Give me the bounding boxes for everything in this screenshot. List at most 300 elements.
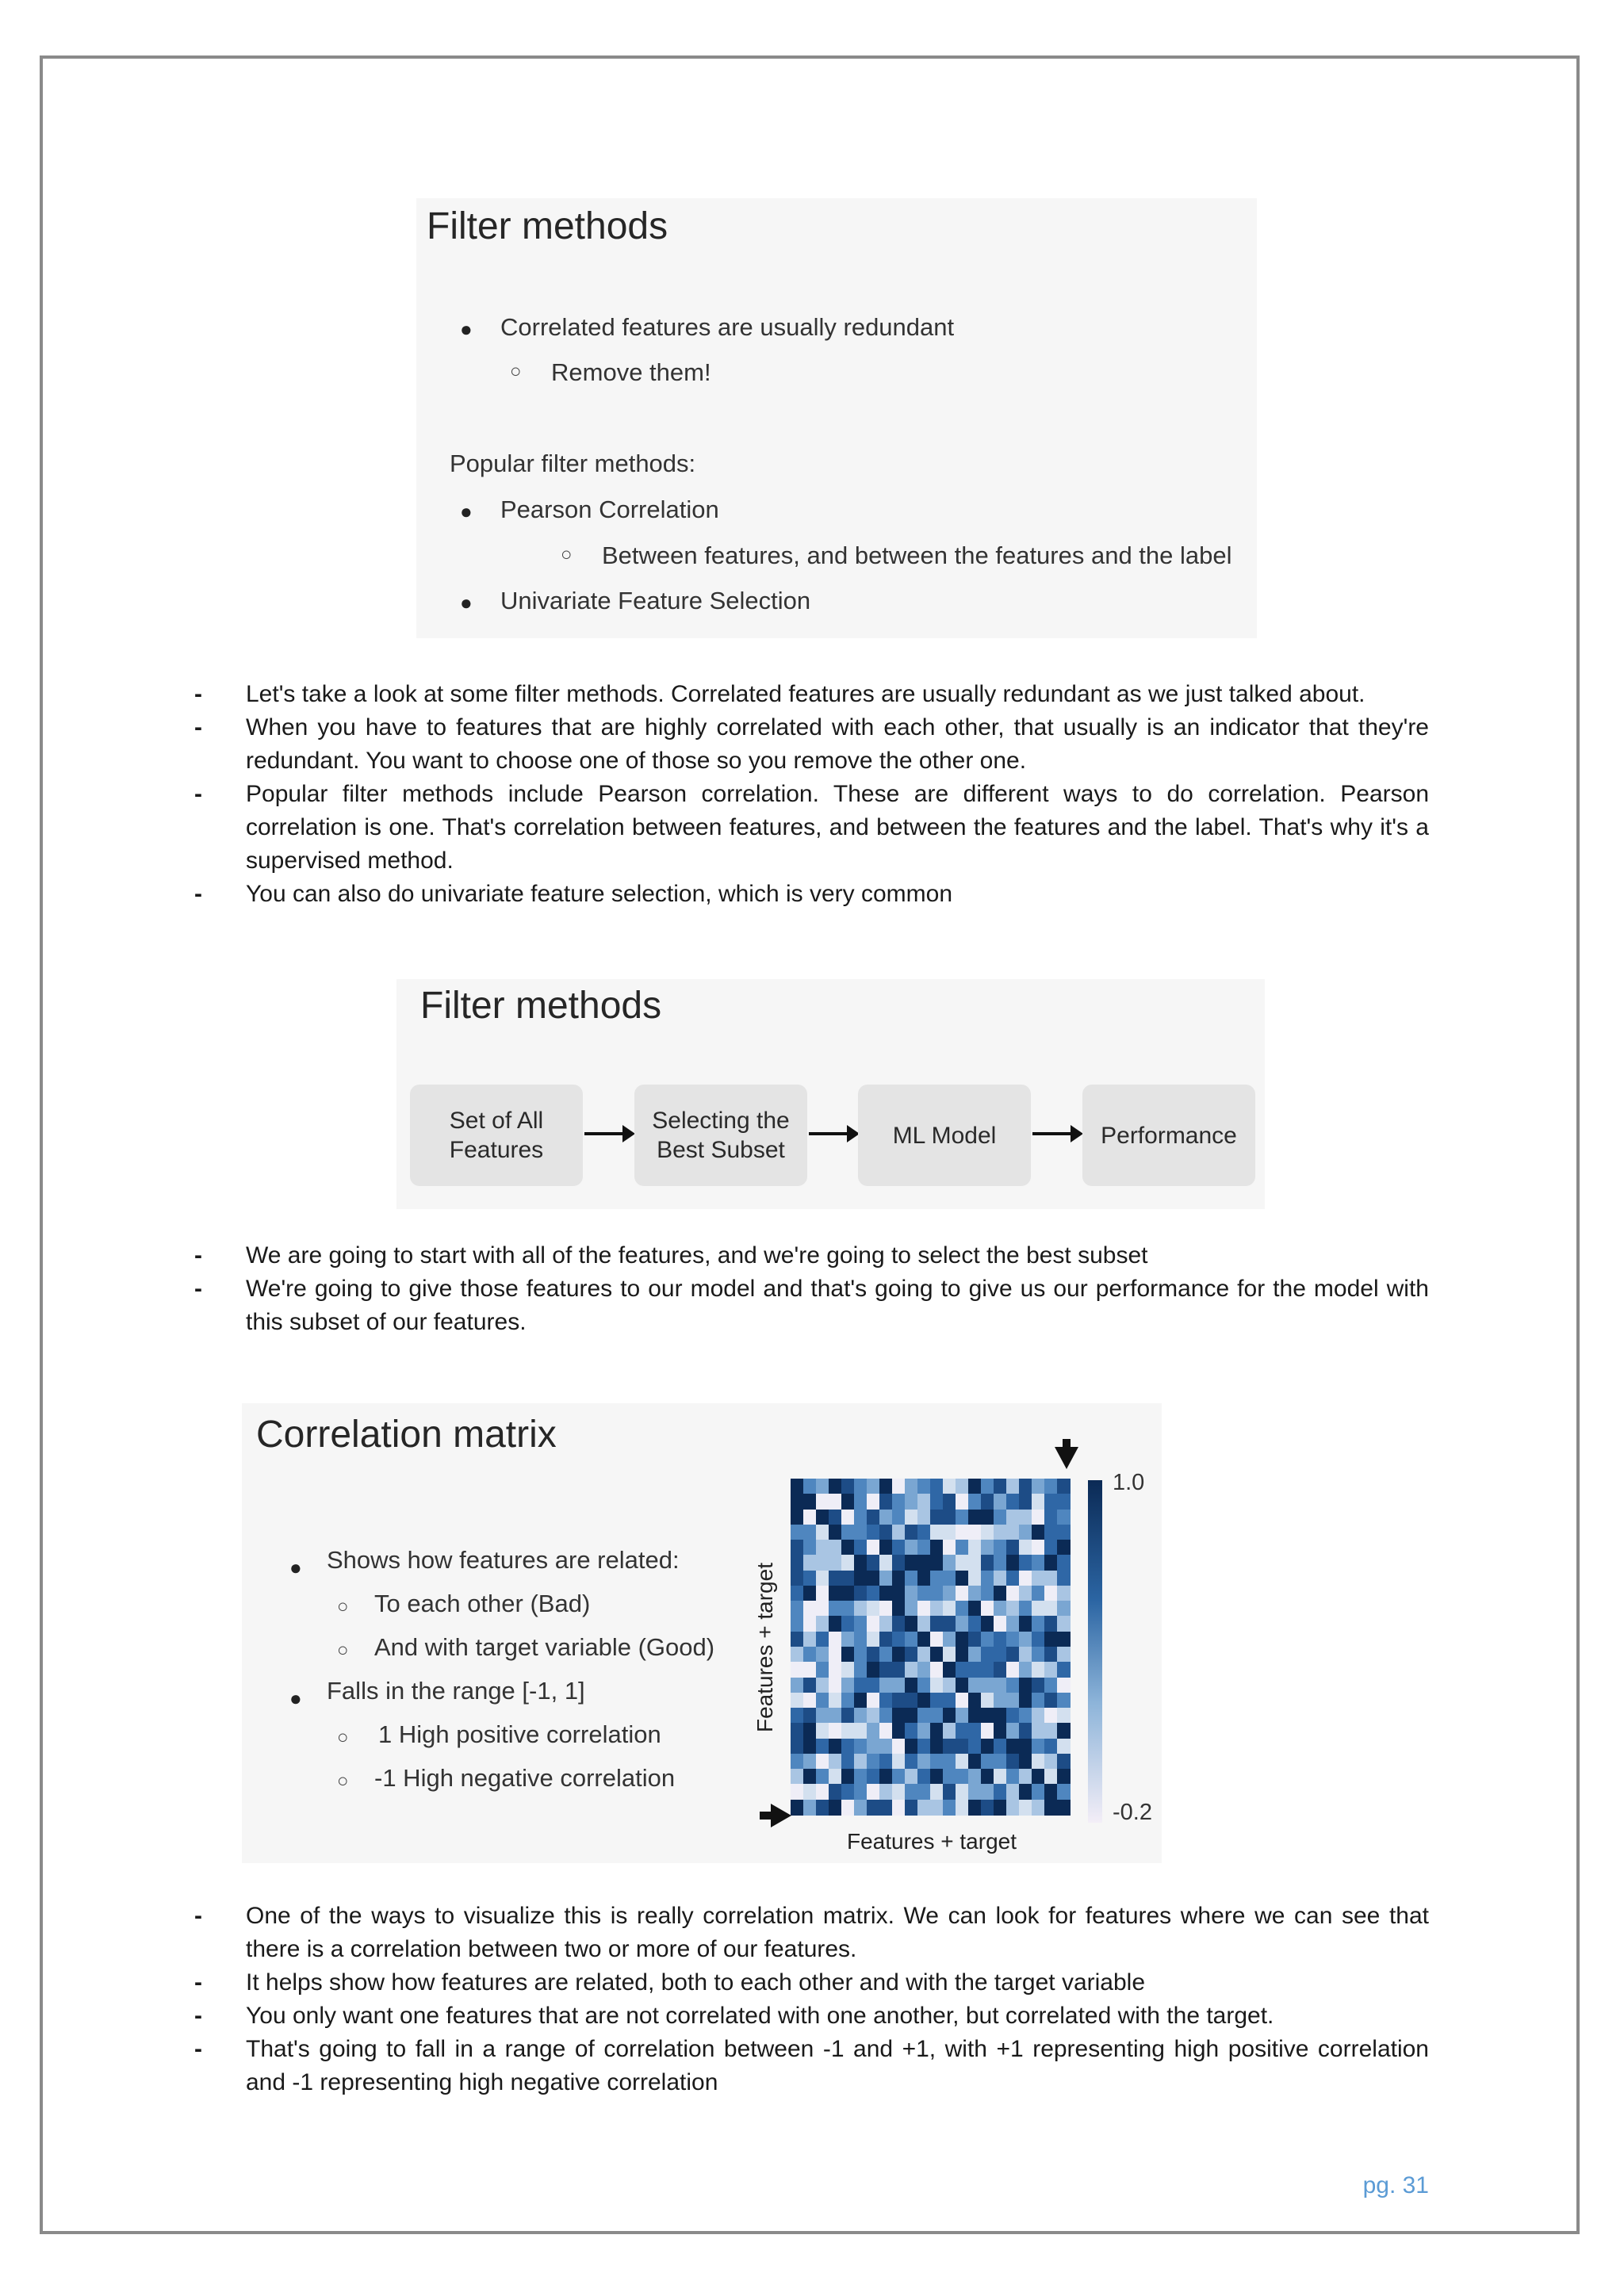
heatmap-cell — [829, 1784, 842, 1800]
heatmap-cell — [791, 1678, 804, 1693]
heatmap-cell — [968, 1723, 982, 1739]
heatmap-cell — [956, 1510, 969, 1525]
down-arrow-stem — [1063, 1439, 1071, 1450]
heatmap-cell — [917, 1601, 931, 1617]
heatmap-cell — [956, 1800, 969, 1816]
heatmap-cell — [994, 1571, 1007, 1586]
heatmap-cell — [917, 1769, 931, 1785]
heatmap-cell — [943, 1662, 956, 1678]
heatmap-cell — [867, 1510, 880, 1525]
heatmap-cell — [829, 1601, 842, 1617]
heatmap-cell — [816, 1754, 829, 1770]
heatmap-cell — [943, 1525, 956, 1540]
colorbar — [1088, 1480, 1102, 1823]
heatmap-cell — [791, 1555, 804, 1571]
heatmap-cell — [905, 1754, 918, 1770]
heatmap-cell — [791, 1693, 804, 1709]
heatmap-cell — [803, 1571, 817, 1586]
heatmap-cell — [981, 1784, 994, 1800]
heatmap-cell — [1057, 1739, 1071, 1755]
heatmap-cell — [829, 1647, 842, 1663]
sub-bullet-text: Remove them! — [551, 358, 711, 386]
heatmap-cell — [867, 1586, 880, 1601]
heatmap-cell — [917, 1662, 931, 1678]
heatmap-cell — [1057, 1540, 1071, 1556]
heatmap-cell — [943, 1586, 956, 1601]
heatmap-cell — [816, 1525, 829, 1540]
heatmap-cell — [867, 1647, 880, 1663]
heatmap-cell — [981, 1662, 994, 1678]
heatmap-cell — [905, 1800, 918, 1816]
heatmap-cell — [816, 1540, 829, 1556]
heatmap-cell — [892, 1800, 906, 1816]
heatmap-cell — [803, 1693, 817, 1709]
heatmap-cell — [943, 1647, 956, 1663]
heatmap-cell — [816, 1571, 829, 1586]
heatmap-cell — [1019, 1632, 1032, 1647]
heatmap-cell — [1019, 1571, 1032, 1586]
heatmap-cell — [956, 1678, 969, 1693]
heatmap-cell — [879, 1784, 893, 1800]
heatmap-cell — [956, 1754, 969, 1770]
circle-icon: ○ — [337, 1770, 349, 1792]
heatmap-cell — [905, 1708, 918, 1724]
heatmap-cell — [1032, 1693, 1045, 1709]
heatmap-cell — [867, 1571, 880, 1586]
heatmap-cell — [892, 1540, 906, 1556]
heatmap-cell — [1057, 1662, 1071, 1678]
heatmap-cell — [981, 1723, 994, 1739]
heatmap-cell — [930, 1540, 944, 1556]
heatmap-cell — [791, 1769, 804, 1785]
heatmap-cell — [829, 1479, 842, 1494]
heatmap-cell — [854, 1800, 868, 1816]
heatmap-cell — [879, 1632, 893, 1647]
heatmap-cell — [1044, 1662, 1058, 1678]
heatmap-cell — [803, 1739, 817, 1755]
sub-bullet-text: And with target variable (Good) — [374, 1633, 715, 1661]
heatmap-cell — [803, 1601, 817, 1617]
heatmap-cell — [930, 1586, 944, 1601]
heatmap-cell — [854, 1479, 868, 1494]
heatmap-cell — [1032, 1769, 1045, 1785]
heatmap-cell — [968, 1647, 982, 1663]
heatmap-cell — [930, 1800, 944, 1816]
heatmap-cell — [791, 1510, 804, 1525]
heatmap-cell — [981, 1616, 994, 1632]
heatmap-cell — [803, 1800, 817, 1816]
heatmap-cell — [841, 1616, 855, 1632]
heatmap-cell — [854, 1510, 868, 1525]
heatmap-cell — [1057, 1678, 1071, 1693]
heatmap-cell — [1044, 1739, 1058, 1755]
heatmap-cell — [1032, 1647, 1045, 1663]
heatmap-cell — [829, 1800, 842, 1816]
heatmap-cell — [1006, 1693, 1020, 1709]
heatmap-cell — [943, 1708, 956, 1724]
heatmap-cell — [917, 1693, 931, 1709]
heatmap-cell — [892, 1510, 906, 1525]
heatmap-cell — [841, 1632, 855, 1647]
heatmap-cell — [968, 1662, 982, 1678]
bullet-text: Univariate Feature Selection — [500, 587, 811, 614]
heatmap-cell — [994, 1723, 1007, 1739]
heatmap-cell — [829, 1632, 842, 1647]
colorbar-min-label: -0.2 — [1113, 1800, 1152, 1825]
heatmap-cell — [930, 1632, 944, 1647]
heatmap-cell — [879, 1662, 893, 1678]
heatmap-cell — [829, 1754, 842, 1770]
note-paragraph: That's going to fall in a range of correlation between -1 and +1, with +1 representing high positive correlation and -1 representing high negative correlation — [246, 2036, 1429, 2095]
heatmap-cell — [1044, 1510, 1058, 1525]
heatmap-cell — [930, 1693, 944, 1709]
heatmap-cell — [905, 1571, 918, 1586]
heatmap-cell — [956, 1708, 969, 1724]
heatmap-cell — [943, 1784, 956, 1800]
heatmap-cell — [1019, 1540, 1032, 1556]
heatmap-cell — [892, 1693, 906, 1709]
note-paragraph: Let's take a look at some filter methods. Correlated features are usually redundant as we just talked about. — [246, 681, 1365, 707]
arrow-icon — [584, 1132, 632, 1135]
heatmap-cell — [803, 1723, 817, 1739]
heatmap-cell — [943, 1800, 956, 1816]
heatmap-cell — [854, 1723, 868, 1739]
heatmap-cell — [981, 1769, 994, 1785]
heatmap-cell — [867, 1662, 880, 1678]
heatmap-cell — [905, 1616, 918, 1632]
sub-bullet-text: To each other (Bad) — [374, 1590, 591, 1617]
heatmap-cell — [956, 1616, 969, 1632]
heatmap-cell — [994, 1586, 1007, 1601]
heatmap-cell — [994, 1601, 1007, 1617]
heatmap-cell — [930, 1555, 944, 1571]
heatmap-cell — [829, 1525, 842, 1540]
heatmap-cell — [905, 1555, 918, 1571]
heatmap-cell — [854, 1693, 868, 1709]
heatmap-cell — [1044, 1678, 1058, 1693]
heatmap-cell — [917, 1616, 931, 1632]
heatmap-cell — [905, 1739, 918, 1755]
heatmap-cell — [1057, 1479, 1071, 1494]
heatmap-cell — [841, 1723, 855, 1739]
heatmap-cell — [892, 1678, 906, 1693]
heatmap-cell — [791, 1540, 804, 1556]
heatmap-cell — [841, 1571, 855, 1586]
heatmap-cell — [1006, 1586, 1020, 1601]
heatmap-cell — [791, 1662, 804, 1678]
heatmap-cell — [930, 1571, 944, 1586]
heatmap-cell — [854, 1662, 868, 1678]
heatmap-cell — [994, 1708, 1007, 1724]
note-paragraph: When you have to features that are highly correlated with each other, that usually is an indicator that they're redundant. You want to choose one of those so you remove the other one. — [246, 714, 1429, 774]
heatmap-cell — [930, 1754, 944, 1770]
note-paragraph: It helps show how features are related, both to each other and with the target variable — [246, 1969, 1146, 1996]
sub-bullet-text: -1 High negative correlation — [374, 1764, 676, 1792]
heatmap-cell — [968, 1525, 982, 1540]
heatmap-cell — [854, 1739, 868, 1755]
heatmap-cell — [1057, 1708, 1071, 1724]
heatmap-cell — [841, 1662, 855, 1678]
bullet-icon: ● — [289, 1686, 302, 1710]
heatmap-cell — [829, 1723, 842, 1739]
heatmap-cell — [803, 1555, 817, 1571]
heatmap-cell — [1057, 1586, 1071, 1601]
heatmap-cell — [1057, 1571, 1071, 1586]
heatmap-cell — [1032, 1678, 1045, 1693]
heatmap-cell — [879, 1708, 893, 1724]
heatmap-cell — [791, 1571, 804, 1586]
heatmap-cell — [803, 1647, 817, 1663]
heatmap-cell — [854, 1678, 868, 1693]
dash-bullet: - — [194, 881, 202, 907]
heatmap-cell — [892, 1662, 906, 1678]
heatmap-cell — [841, 1708, 855, 1724]
heatmap-cell — [879, 1586, 893, 1601]
heatmap-cell — [981, 1586, 994, 1601]
heatmap-cell — [879, 1540, 893, 1556]
heatmap-cell — [1044, 1754, 1058, 1770]
heatmap-cell — [1032, 1494, 1045, 1510]
heatmap-cell — [816, 1739, 829, 1755]
heatmap-cell — [905, 1723, 918, 1739]
heatmap-cell — [1057, 1601, 1071, 1617]
heatmap-cell — [1032, 1754, 1045, 1770]
heatmap-cell — [816, 1632, 829, 1647]
heatmap-cell — [943, 1678, 956, 1693]
heatmap-cell — [829, 1586, 842, 1601]
heatmap-cell — [829, 1708, 842, 1724]
dash-bullet: - — [194, 781, 202, 807]
heatmap-cell — [841, 1800, 855, 1816]
heatmap-cell — [892, 1525, 906, 1540]
heatmap-cell — [803, 1754, 817, 1770]
heatmap-cell — [917, 1525, 931, 1540]
heatmap-cell — [829, 1540, 842, 1556]
heatmap-cell — [841, 1494, 855, 1510]
heatmap-cell — [879, 1555, 893, 1571]
heatmap-cell — [829, 1555, 842, 1571]
heatmap-cell — [1006, 1647, 1020, 1663]
heatmap-cell — [981, 1693, 994, 1709]
heatmap-cell — [803, 1769, 817, 1785]
heatmap-cell — [1032, 1616, 1045, 1632]
heatmap-cell — [816, 1662, 829, 1678]
heatmap-cell — [867, 1754, 880, 1770]
heatmap-cell — [803, 1525, 817, 1540]
page-number: pg. 31 — [1362, 2172, 1429, 2198]
heatmap-cell — [968, 1616, 982, 1632]
heatmap-cell — [905, 1784, 918, 1800]
heatmap-cell — [867, 1723, 880, 1739]
heatmap-cell — [943, 1601, 956, 1617]
heatmap-cell — [1044, 1723, 1058, 1739]
heatmap-cell — [1019, 1754, 1032, 1770]
heatmap-cell — [1044, 1586, 1058, 1601]
heatmap-cell — [1006, 1510, 1020, 1525]
note-paragraph: We're going to give those features to our model and that's going to give us our performance for the model with this subset of our features. — [246, 1276, 1429, 1335]
heatmap-cell — [956, 1632, 969, 1647]
heatmap-cell — [930, 1739, 944, 1755]
heatmap-cell — [803, 1494, 817, 1510]
heatmap-cell — [816, 1586, 829, 1601]
heatmap-cell — [803, 1632, 817, 1647]
heatmap-cell — [1019, 1723, 1032, 1739]
heatmap-cell — [854, 1616, 868, 1632]
colorbar-max-label: 1.0 — [1113, 1470, 1145, 1495]
heatmap-cell — [1032, 1784, 1045, 1800]
note-paragraph: Popular filter methods include Pearson correlation. These are different ways to do correlation. Pearson correlation is one. That's correlation between features, and between the features and the label. That's why it's a supervised method. — [246, 781, 1429, 874]
heatmap-cell — [968, 1494, 982, 1510]
heatmap-cell — [956, 1571, 969, 1586]
heatmap-cell — [1057, 1800, 1071, 1816]
heatmap-cell — [917, 1723, 931, 1739]
heatmap-cell — [956, 1739, 969, 1755]
heatmap-cell — [892, 1555, 906, 1571]
heatmap-cell — [956, 1555, 969, 1571]
heatmap-cell — [867, 1479, 880, 1494]
heatmap-cell — [1044, 1601, 1058, 1617]
heatmap-cell — [917, 1494, 931, 1510]
heatmap-cell — [905, 1647, 918, 1663]
heatmap-cell — [956, 1647, 969, 1663]
heatmap-cell — [892, 1769, 906, 1785]
heatmap-cell — [1044, 1479, 1058, 1494]
heatmap-cell — [917, 1571, 931, 1586]
heatmap-cell — [917, 1510, 931, 1525]
heatmap-cell — [803, 1662, 817, 1678]
heatmap-cell — [1032, 1540, 1045, 1556]
heatmap-cell — [956, 1525, 969, 1540]
heatmap-cell — [994, 1769, 1007, 1785]
bullet-text: Pearson Correlation — [500, 496, 719, 523]
bullet-icon: ● — [460, 317, 473, 341]
right-arrow-icon — [771, 1804, 791, 1827]
heatmap-cell — [841, 1693, 855, 1709]
note-paragraph: You can also do univariate feature selection, which is very common — [246, 881, 953, 907]
heatmap-cell — [905, 1586, 918, 1601]
heatmap-cell — [1057, 1510, 1071, 1525]
y-axis-label: Features + target — [753, 1563, 777, 1733]
heatmap-cell — [1044, 1708, 1058, 1724]
heatmap-cell — [841, 1510, 855, 1525]
heatmap-cell — [905, 1601, 918, 1617]
heatmap-cell — [905, 1632, 918, 1647]
heatmap-cell — [791, 1601, 804, 1617]
heatmap-cell — [791, 1723, 804, 1739]
heatmap-cell — [892, 1571, 906, 1586]
heatmap-cell — [1044, 1800, 1058, 1816]
heatmap-cell — [994, 1525, 1007, 1540]
heatmap-cell — [956, 1540, 969, 1556]
heatmap-cell — [879, 1739, 893, 1755]
heatmap-cell — [981, 1540, 994, 1556]
heatmap-cell — [1019, 1525, 1032, 1540]
heatmap-cell — [867, 1555, 880, 1571]
heatmap-cell — [994, 1800, 1007, 1816]
heatmap-cell — [816, 1784, 829, 1800]
arrow-icon — [809, 1132, 856, 1135]
heatmap-cell — [994, 1632, 1007, 1647]
note-paragraph: You only want one features that are not correlated with one another, but correlated with the target. — [246, 2003, 1274, 2029]
heatmap-cell — [867, 1525, 880, 1540]
heatmap-cell — [968, 1754, 982, 1770]
heatmap-cell — [867, 1678, 880, 1693]
heatmap-cell — [829, 1769, 842, 1785]
heatmap-cell — [1019, 1555, 1032, 1571]
heatmap-cell — [816, 1693, 829, 1709]
heatmap-cell — [943, 1479, 956, 1494]
heatmap-cell — [1006, 1494, 1020, 1510]
heatmap-cell — [968, 1510, 982, 1525]
heatmap-cell — [803, 1586, 817, 1601]
heatmap-cell — [905, 1479, 918, 1494]
heatmap-cell — [841, 1769, 855, 1785]
flow-box-best-subset: Selecting the Best Subset — [634, 1085, 807, 1186]
circle-icon: ○ — [337, 1596, 349, 1617]
heatmap-cell — [892, 1739, 906, 1755]
heatmap-cell — [994, 1510, 1007, 1525]
heatmap-cell — [1044, 1540, 1058, 1556]
heatmap-cell — [791, 1494, 804, 1510]
heatmap-cell — [879, 1494, 893, 1510]
heatmap-cell — [1019, 1800, 1032, 1816]
heatmap-cell — [943, 1632, 956, 1647]
heatmap-cell — [791, 1647, 804, 1663]
heatmap-cell — [854, 1571, 868, 1586]
heatmap-cell — [854, 1647, 868, 1663]
heatmap-cell — [905, 1510, 918, 1525]
heatmap-cell — [956, 1479, 969, 1494]
heatmap-cell — [981, 1571, 994, 1586]
heatmap-cell — [994, 1479, 1007, 1494]
heatmap-cell — [791, 1632, 804, 1647]
heatmap-cell — [1032, 1723, 1045, 1739]
heatmap-cell — [854, 1784, 868, 1800]
heatmap-cell — [917, 1586, 931, 1601]
heatmap-cell — [1044, 1571, 1058, 1586]
heatmap-cell — [791, 1739, 804, 1755]
heatmap-cell — [981, 1647, 994, 1663]
right-arrow-stem — [760, 1812, 772, 1820]
heatmap-cell — [892, 1601, 906, 1617]
dash-bullet: - — [194, 2003, 202, 2029]
heatmap-cell — [816, 1494, 829, 1510]
heatmap-cell — [1006, 1479, 1020, 1494]
heatmap-cell — [968, 1784, 982, 1800]
heatmap-cell — [867, 1769, 880, 1785]
heatmap-cell — [905, 1525, 918, 1540]
heatmap-cell — [791, 1708, 804, 1724]
heatmap-cell — [917, 1739, 931, 1755]
heatmap-cell — [1006, 1540, 1020, 1556]
heatmap-cell — [841, 1601, 855, 1617]
heatmap-cell — [905, 1769, 918, 1785]
heatmap-cell — [879, 1479, 893, 1494]
heatmap-cell — [791, 1479, 804, 1494]
heatmap-cell — [981, 1494, 994, 1510]
heatmap-cell — [943, 1616, 956, 1632]
note-paragraph: One of the ways to visualize this is really correlation matrix. We can look for features where we can see that there is a correlation between two or more of our features. — [246, 1903, 1429, 1962]
flow-box-all-features: Set of All Features — [410, 1085, 583, 1186]
heatmap-cell — [892, 1723, 906, 1739]
heatmap-cell — [841, 1540, 855, 1556]
heatmap-cell — [867, 1494, 880, 1510]
heatmap-cell — [1006, 1769, 1020, 1785]
heatmap-cell — [994, 1540, 1007, 1556]
heatmap-cell — [968, 1739, 982, 1755]
heatmap-cell — [829, 1662, 842, 1678]
heatmap-cell — [879, 1525, 893, 1540]
